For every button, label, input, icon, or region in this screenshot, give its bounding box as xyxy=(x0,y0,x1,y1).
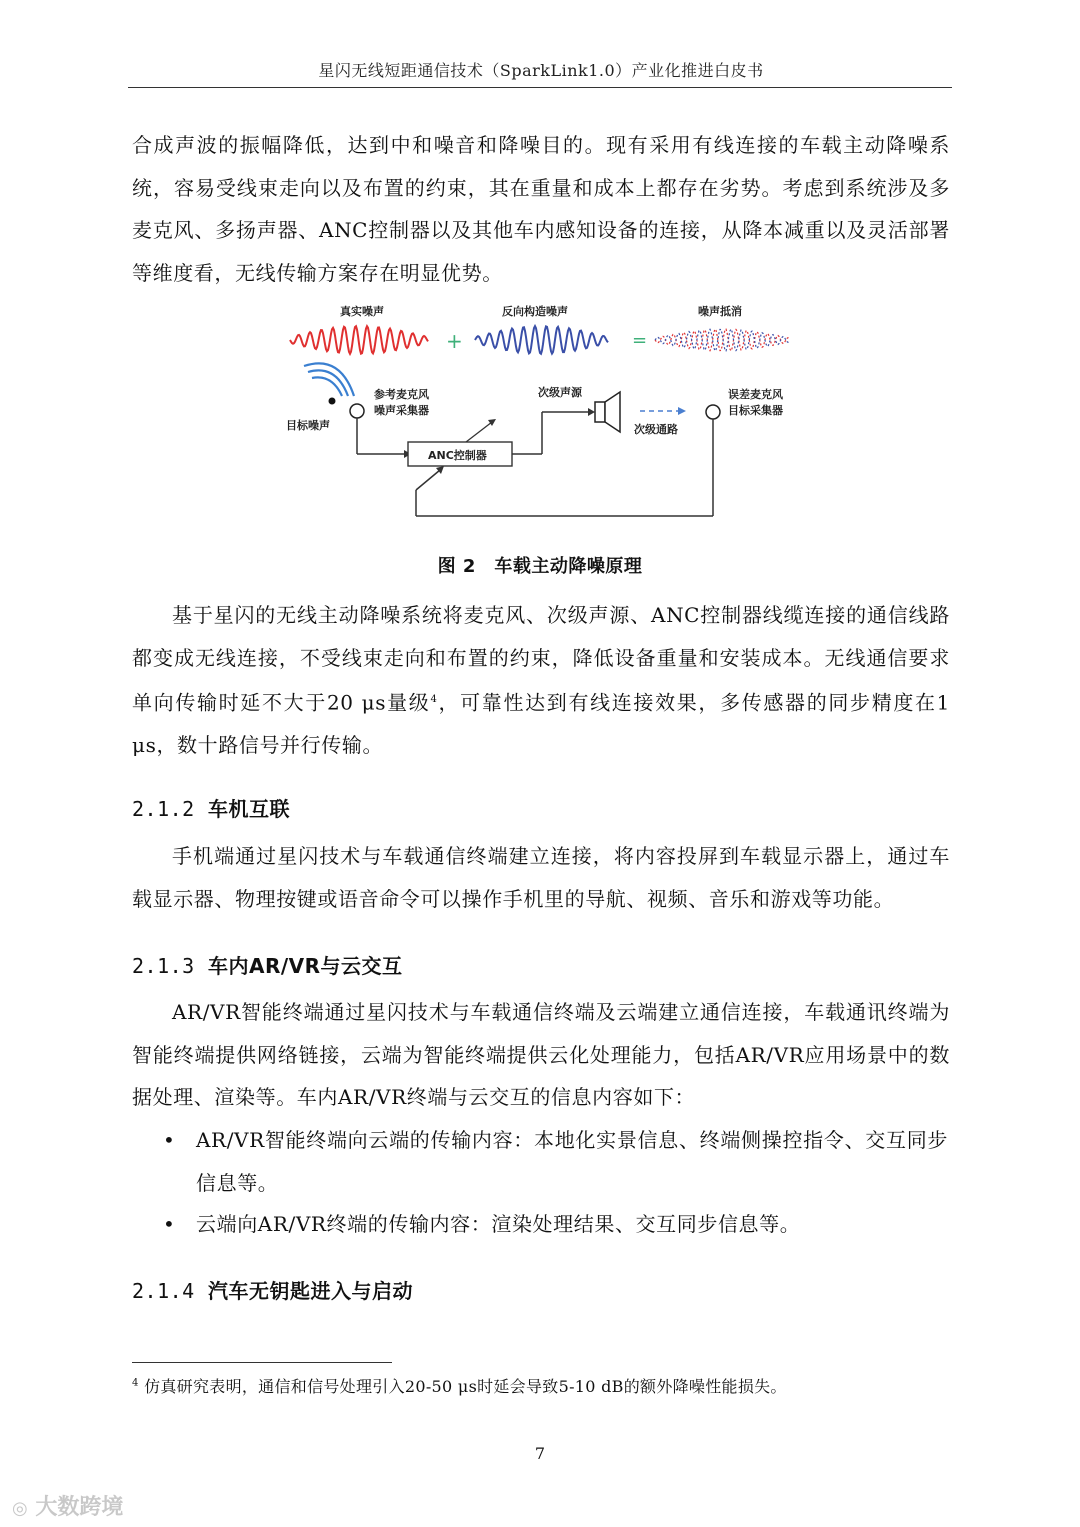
label-secondary-path: 次级通路 xyxy=(634,423,678,436)
paragraph-car-phone: 手机端通过星闪技术与车载通信终端建立连接，将内容投屏到车载显示器上，通过车载显示器、物理按键或语音命令可以操作手机里的导航、视频、音乐和游戏等功能。 xyxy=(132,844,950,911)
page-header: 星闪无线短距通信技术（SparkLink1.0）产业化推进白皮书 xyxy=(318,61,764,80)
watermark-icon: ◎ xyxy=(12,1498,28,1519)
label-ref-collector: 噪声采集器 xyxy=(374,404,429,417)
bullet-marker: • xyxy=(163,1128,175,1152)
footnote-ref: 4 xyxy=(430,694,438,705)
real-noise-wave xyxy=(290,326,428,354)
header-rule xyxy=(128,87,952,88)
label-target-noise: 目标噪声 xyxy=(286,419,330,432)
bullet-marker: • xyxy=(163,1212,175,1236)
reference-mic-icon xyxy=(350,404,364,418)
plus-sign: + xyxy=(446,329,463,353)
error-mic-icon xyxy=(706,405,720,419)
footnote: $^4$ 仿真研究表明，通信和信号处理引入20-50 μs时延会导致5-10 dB的额外降噪性能损失。 xyxy=(132,1377,787,1396)
footnote-rule xyxy=(132,1362,392,1363)
paragraph-intro: 合成声波的振幅降低，达到中和噪音和降噪目的。现有采用有线连接的车载主动降噪系统，容易受线束走向以及布置的约束，其在重量和成本上都存在劣势。考虑到系统涉及多麦克风、多扬声器、ANC控制器以及其他车内感知设备的连接，从降本减重以及灵活部署等维度看，无线传输方案存在明显优势。 xyxy=(132,133,950,285)
label-anti-noise: 反向构造噪声 xyxy=(502,305,568,318)
label-error-mic: 误差麦克风 xyxy=(728,388,783,401)
paragraph-wireless-anc: 基于星闪的无线主动降噪系统将麦克风、次级声源、ANC控制器线缆连接的通信线路都变成无线连接，不受线束走向和布置的约束，降低设备重量和安装成本。无线通信要求单向传输时延不大于20 μs量级$^4$，可靠性达到有线连接效果，多传感器的同步精度在1 μs，数十路信号并行传输。 xyxy=(132,603,950,758)
section-heading-2-1-4: 2.1.4 汽车无钥匙进入与启动 xyxy=(132,1279,413,1303)
label-anc-controller: ANC控制器 xyxy=(428,449,487,462)
watermark-logo: ◎ 大数跨境 xyxy=(12,1495,124,1520)
paragraph-arvr: AR/VR智能终端通过星闪技术与车载通信终端及云端建立通信连接，车载通讯终端为智能终端提供网络链接，云端为智能终端提供云化处理能力，包括AR/VR应用场景中的数据处理、渲染等。车内AR/VR终端与云交互的信息内容如下： xyxy=(132,1000,950,1109)
list-item: AR/VR智能终端向云端的传输内容：本地化实景信息、终端侧操控指令、交互同步信息等。 xyxy=(196,1128,948,1195)
label-noise-cancel: 噪声抵消 xyxy=(698,305,742,318)
cancel-wave-blue xyxy=(655,329,790,351)
equals-sign: = xyxy=(632,330,648,351)
speaker-icon xyxy=(595,402,605,422)
list-item: 云端向AR/VR终端的传输内容：渲染处理结果、交互同步信息等。 xyxy=(196,1212,801,1236)
page-number: 7 xyxy=(534,1444,546,1463)
section-heading-2-1-3: 2.1.3 车内AR/VR与云交互 xyxy=(132,954,403,978)
section-heading-2-1-2: 2.1.2 车机互联 xyxy=(132,797,290,821)
anc-diagram xyxy=(270,296,810,526)
noise-source-dot xyxy=(329,398,336,405)
sound-arc-1 xyxy=(312,377,342,396)
label-target-collector: 目标采集器 xyxy=(728,404,783,417)
label-real-noise: 真实噪声 xyxy=(340,305,384,318)
label-ref-mic: 参考麦克风 xyxy=(374,388,429,401)
figure-caption: 图 2 车载主动降噪原理 xyxy=(437,556,643,577)
anti-noise-wave xyxy=(475,326,608,354)
label-secondary-source: 次级声源 xyxy=(538,386,582,399)
